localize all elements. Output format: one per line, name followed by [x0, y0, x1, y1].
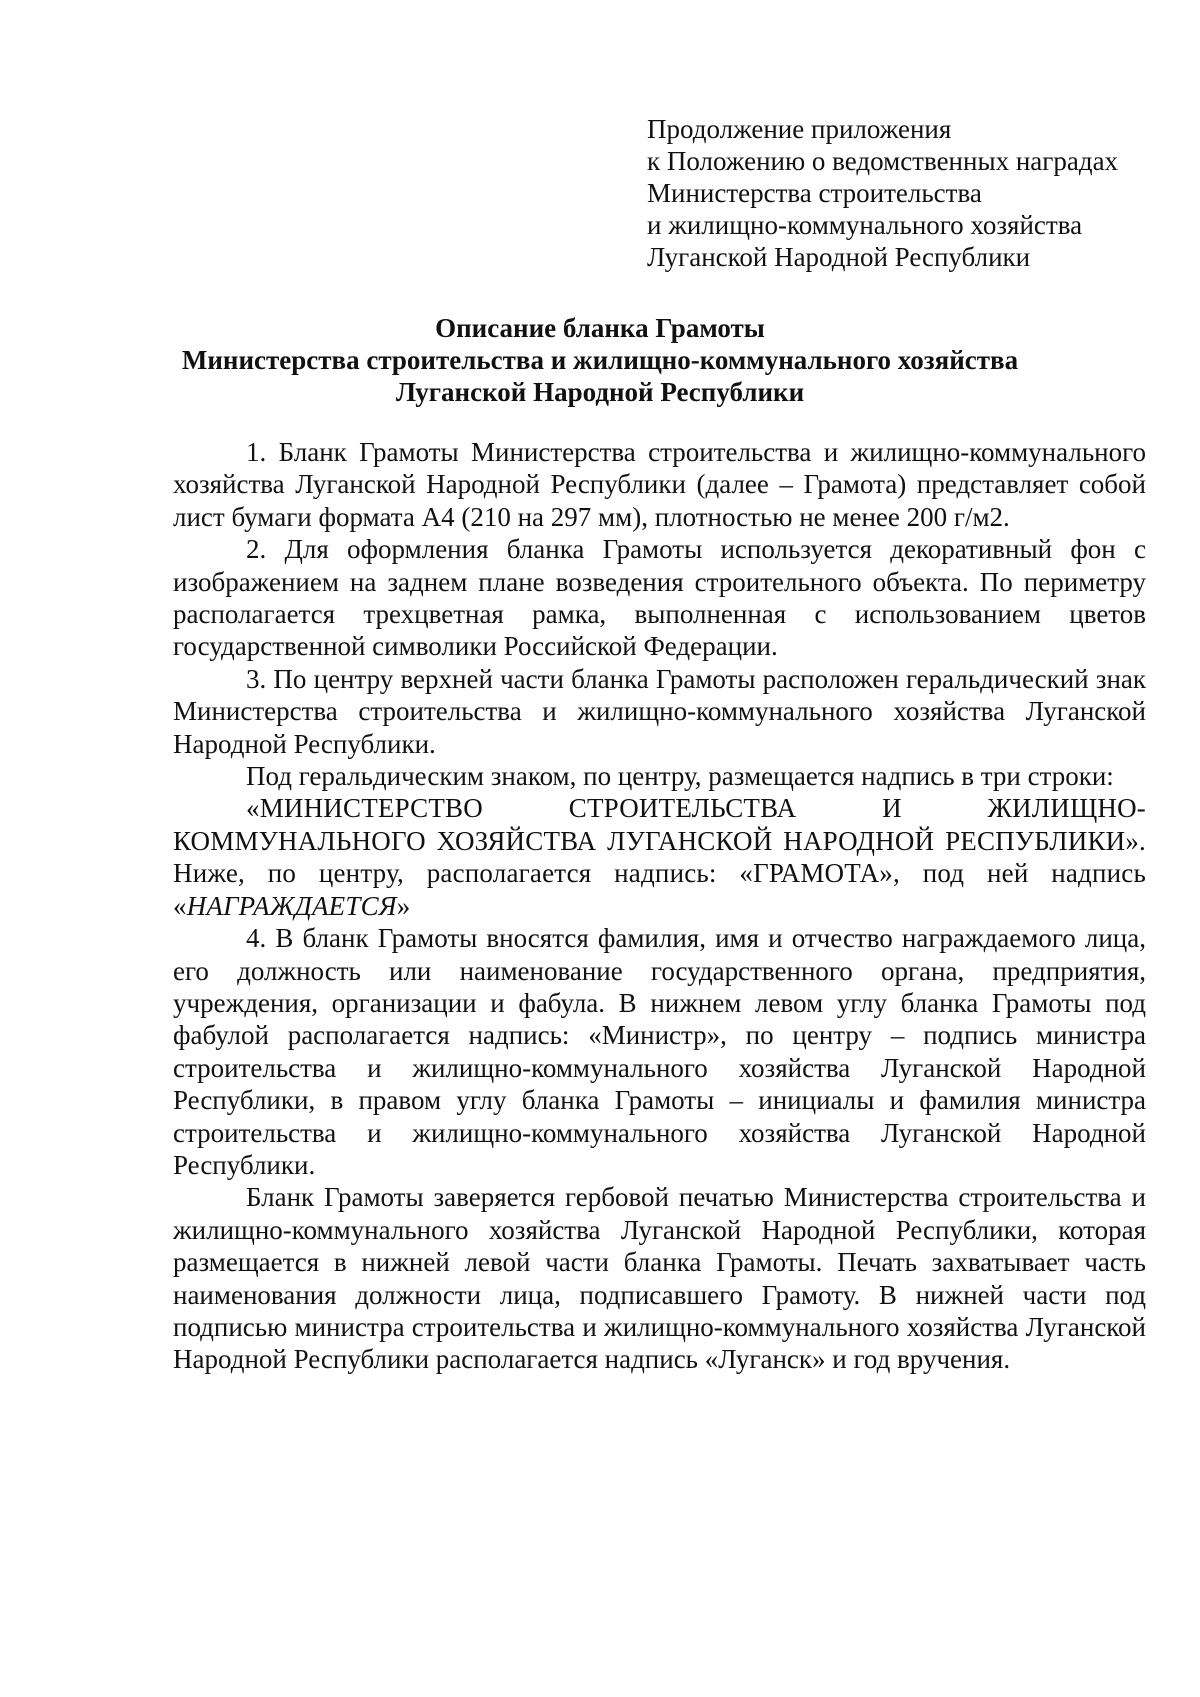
paragraph-3: 3. По центру верхней части бланка Грамоты расположен геральдический знак Министерства строительства и жилищно-коммунального хозяйства Луганской Народной Республики. [173, 663, 1146, 759]
paragraph-2: 2. Для оформления бланка Грамоты используется декоративный фон с изображением на заднем плане возведения строительного объекта. По периметру располагается трехцветная рамка, выполненная с использованием цветов государственной символики Российской Федерации. [173, 534, 1146, 662]
appendix-header-line: и жилищно-коммунального хозяйства [647, 210, 1083, 240]
paragraph-4: Под геральдическим знаком, по центру, размещается надпись в три строки: [246, 761, 1114, 792]
document-title [150, 312, 1050, 408]
paragraph-5-end: » [396, 890, 411, 921]
paragraph-6: 4. В бланк Грамоты вносятся фамилия, имя и отчество награждаемого лица, его должность или наименование государственного органа, предприятия, учреждения, организации и фабула. В нижнем левом углу бланка Грамоты под фабулой располагается надпись: «Министр», по центру – подпись министра строительства и жилищно-коммунального хозяйства Луганской Народной Республики, в правом углу бланка Грамоты – инициалы и фамилия министра строительства и жилищно-коммунального хозяйства Луганской Народной Республики. [173, 923, 1146, 1180]
appendix-header-line: Продолжение приложения [647, 114, 952, 144]
paragraph-5-italic: НАГРАЖДАЕТСЯ [186, 890, 397, 921]
appendix-header-line: Луганской Народной Республики [647, 242, 1031, 272]
document-title-line: Описание бланка Грамоты [435, 313, 765, 343]
paragraph-1: 1. Бланк Грамоты Министерства строительства и жилищно-коммунального хозяйства Луганской Народной Республики (далее – Грамота) представляет собой лист бумаги формата А4 (210 на 297 мм), плотностью не менее 200 г/м2. [173, 437, 1146, 532]
paragraph-5-text: «МИНИСТЕРСТВО СТРОИТЕЛЬСТВА И ЖИЛИЩНО-КОММУНАЛЬНОГО ХОЗЯЙСТВА ЛУГАНСКОЙ НАРОДНОЙ РЕСПУБЛИКИ». Ниже, по центру, располагается надпись: «ГРАМОТА», под ней надпись « [173, 793, 1146, 921]
appendix-header-line: Министерства строительства [647, 178, 982, 208]
document-title-line: Министерства строительства и жилищно-коммунального хозяйства [181, 345, 1019, 375]
paragraph-5 [173, 792, 1146, 922]
paragraph-7: Бланк Грамоты заверяется гербовой печатью Министерства строительства и жилищно-коммунального хозяйства Луганской Народной Республики, которая размещается в нижней левой части бланка Грамоты. Печать захватывает часть наименования должности лица, подписавшего Грамоту. В нижней части под подписью министра строительства и жилищно-коммунального хозяйства Луганской Народной Республики располагается надпись «Луганск» и год вручения. [173, 1182, 1146, 1375]
appendix-header-line: к Положению о ведомственных наградах [647, 146, 1119, 176]
appendix-header [647, 113, 1167, 273]
document-body [173, 436, 1146, 1376]
document-title-line: Луганской Народной Республики [395, 377, 805, 407]
